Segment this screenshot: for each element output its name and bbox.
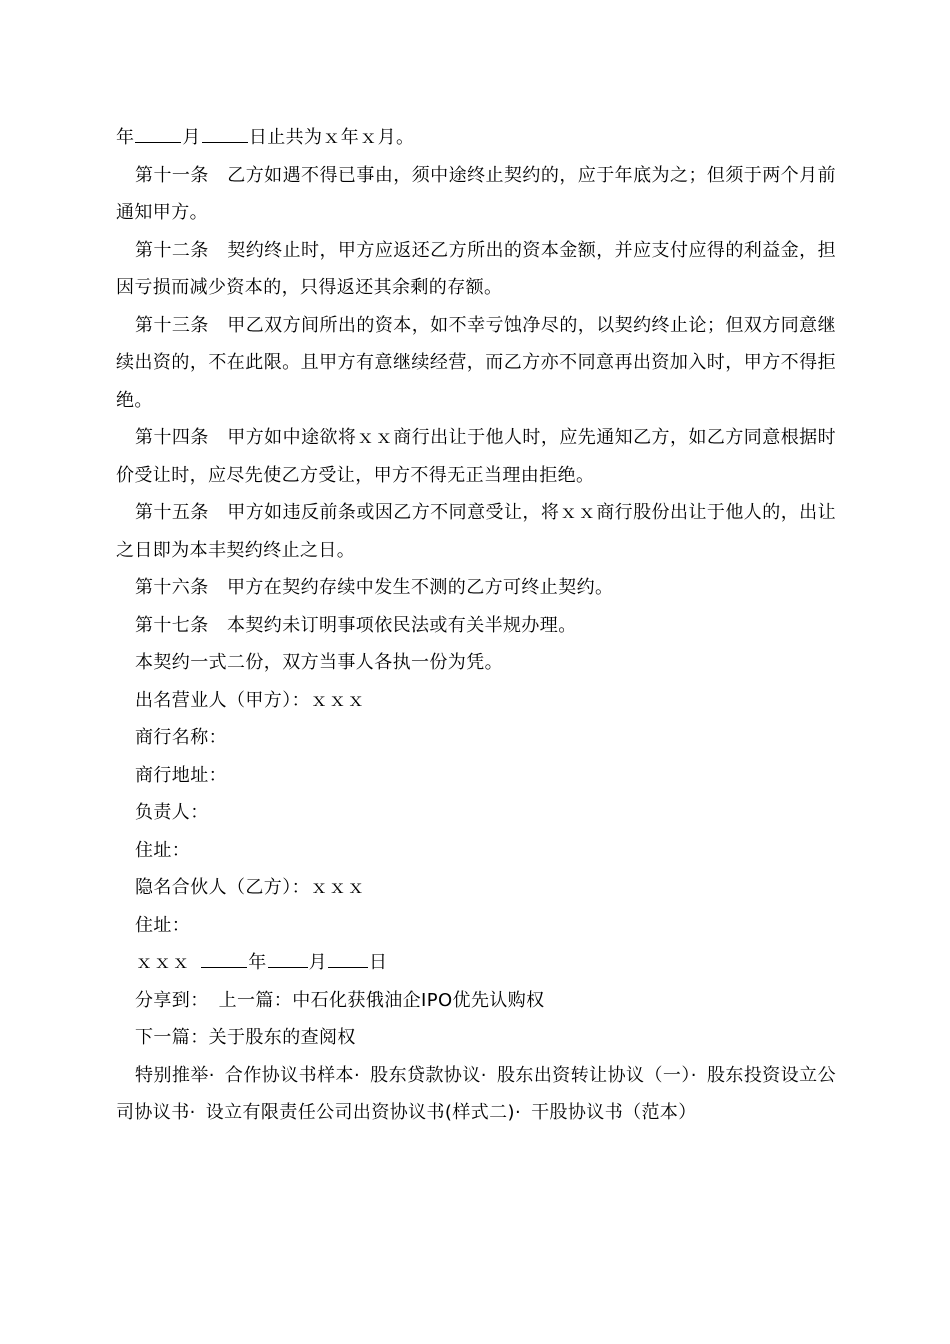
firm-address-line: 商行地址：: [135, 764, 227, 786]
recommend-label: 特别推举·: [135, 1064, 215, 1086]
share-label: 分享到：: [135, 989, 209, 1011]
article-13: 第十三条 甲乙双方间所出的资本，如不幸亏蚀净尽的，以契约终止论；但双方同意继续出资的，不在此限。且甲方有意继续经营，而乙方亦不同意再出资加入时，甲方不得拒绝。: [116, 314, 836, 411]
address-a-line: 住址：: [135, 839, 191, 861]
article-16: 第十六条 甲方在契约存续中发生不测的乙方可终止契约。: [135, 577, 614, 598]
text-month: 月: [182, 127, 201, 148]
prev-article-link[interactable]: 中石化获俄油企IPO优先认购权: [292, 989, 545, 1011]
recommend-link[interactable]: 股东贷款协议·: [370, 1064, 487, 1086]
blank-field: [201, 966, 247, 968]
recommend-link[interactable]: 股东投资设立公司协议书·: [116, 1064, 836, 1123]
signature-date-line: [116, 944, 836, 982]
responsible-line: 负责人：: [135, 802, 209, 823]
next-article-link[interactable]: 关于股东的查阅权: [208, 1027, 356, 1048]
blank-field: [328, 966, 368, 968]
text-year: 年: [116, 127, 135, 148]
article-14: 第十四条 甲方如中途欲将ｘｘ商行出让于他人时，应先通知乙方，如乙方同意根据时价受让时，应尽先使乙方受让，甲方不得无正当理由拒绝。: [116, 427, 836, 486]
next-article-label: 下一篇：: [135, 1027, 209, 1048]
party-a-line: 出名营业人（甲方）：ｘｘｘ: [135, 689, 366, 711]
article-12: 第十二条 契约终止时，甲方应返还乙方所出的资本金额，并应支付应得的利益金，担因亏损而减少资本的，只得返还其余剩的存额。: [116, 239, 836, 298]
term-end-line: [116, 119, 836, 157]
blank-field: [268, 966, 308, 968]
article-17: 第十七条 本契约未订明事项依民法或有关半规办理。: [135, 614, 577, 636]
blank-field: [135, 141, 181, 143]
recommend-list: [116, 1057, 836, 1132]
recommend-link[interactable]: 干股协议书（范本）: [531, 1102, 697, 1123]
copies-clause: 本契约一式二份，双方当事人各执一份为凭。: [135, 652, 503, 673]
text-month: 月: [308, 952, 328, 973]
blank-field: [202, 141, 248, 143]
recommend-link[interactable]: 股东出资转让协议（一）·: [496, 1064, 697, 1086]
party-b-line: 隐名合伙人（乙方）：ｘｘｘ: [135, 877, 366, 898]
sign-name: ｘｘｘ: [135, 952, 191, 973]
firm-name-line: 商行名称：: [135, 727, 227, 748]
address-b-line: 住址：: [135, 914, 191, 936]
prev-article-label: 上一篇：: [218, 989, 293, 1011]
text-day: 日: [369, 952, 388, 973]
recommend-link[interactable]: 设立有限责任公司出资协议书(样式二)·: [205, 1102, 522, 1123]
text-year: 年: [248, 952, 267, 973]
text-term-total: 日止共为ｘ年ｘ月。: [248, 127, 415, 148]
recommend-link[interactable]: 合作协议书样本·: [224, 1064, 361, 1086]
next-article-line: [116, 1019, 836, 1057]
share-line: [116, 982, 836, 1020]
article-11: 第十一条 乙方如遇不得已事由，须中途终止契约的，应于年底为之；但须于两个月前通知甲方。: [116, 164, 836, 223]
document-body: [116, 119, 836, 1132]
article-15: 第十五条 甲方如违反前条或因乙方不同意受让，将ｘｘ商行股份出让于他人的，出让之日即为本丰契约终止之日。: [116, 502, 836, 561]
